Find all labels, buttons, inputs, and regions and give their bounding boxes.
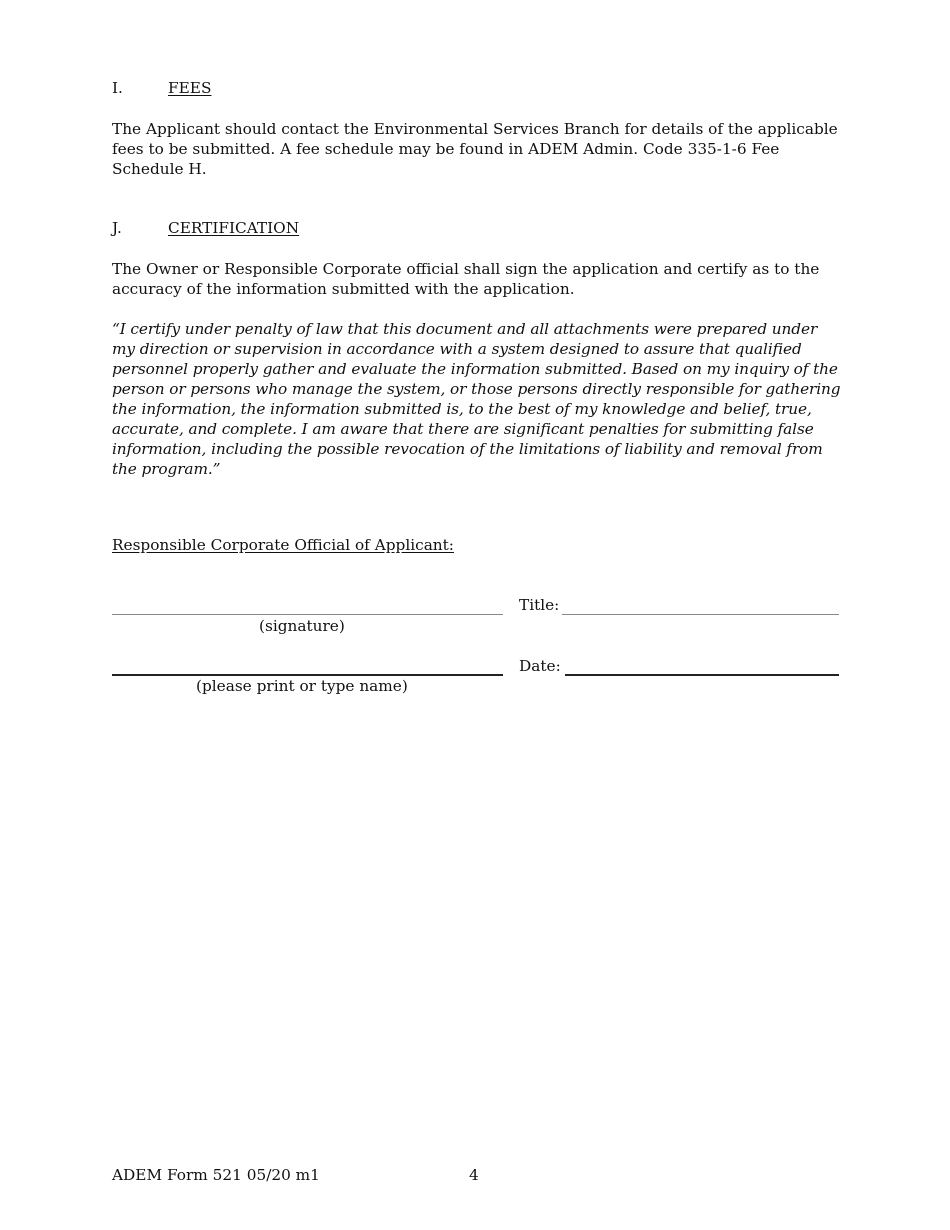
- fees-paragraph: The Applicant should contact the Environmental Services Branch for details of the applicable fees to be submitted. A fee schedule may be found in ADEM Admin. Code 335-1-6 Fee Schedule H.: [112, 120, 838, 178]
- section-title: CERTIFICATION: [168, 219, 300, 237]
- printed-name-caption: (please print or type name): [196, 677, 408, 695]
- certification-statement: “I certify under penalty of law that this document and all attachments were prepared under my direction or supervision in accordance with a system designed to assure that qualified personnel properly gather and evaluate the information submitted. Based on my inquiry of the person or persons who manage the system, or those persons directly responsible for gathering the information, the information submitted is, to the best of my knowledge and belief, true, accurate, and complete. I am aware that there are significant penalties for submitting false information, including the possible revocation of the limitations of liability and removal from the program.”: [112, 320, 841, 478]
- footer-form-id: ADEM Form 521 05/20 m1: [112, 1166, 320, 1184]
- signature-line[interactable]: [112, 614, 503, 615]
- signature-block-heading: Responsible Corporate Official of Applicant:: [112, 536, 454, 554]
- certification-paragraph: The Owner or Responsible Corporate official shall sign the application and certify as to the accuracy of the information submitted with the application.: [112, 260, 820, 298]
- title-line[interactable]: [562, 614, 839, 615]
- section-number: I.: [112, 79, 123, 97]
- section-title: FEES: [168, 79, 212, 97]
- title-label: Title:: [519, 596, 560, 614]
- signature-caption: (signature): [259, 617, 345, 635]
- page-number: 4: [469, 1166, 479, 1184]
- section-heading-fees: [112, 79, 211, 97]
- date-line[interactable]: [565, 674, 839, 676]
- printed-name-line[interactable]: [112, 674, 503, 676]
- section-heading-certification: [112, 219, 299, 237]
- section-number: J.: [112, 219, 122, 237]
- date-label: Date:: [519, 657, 561, 675]
